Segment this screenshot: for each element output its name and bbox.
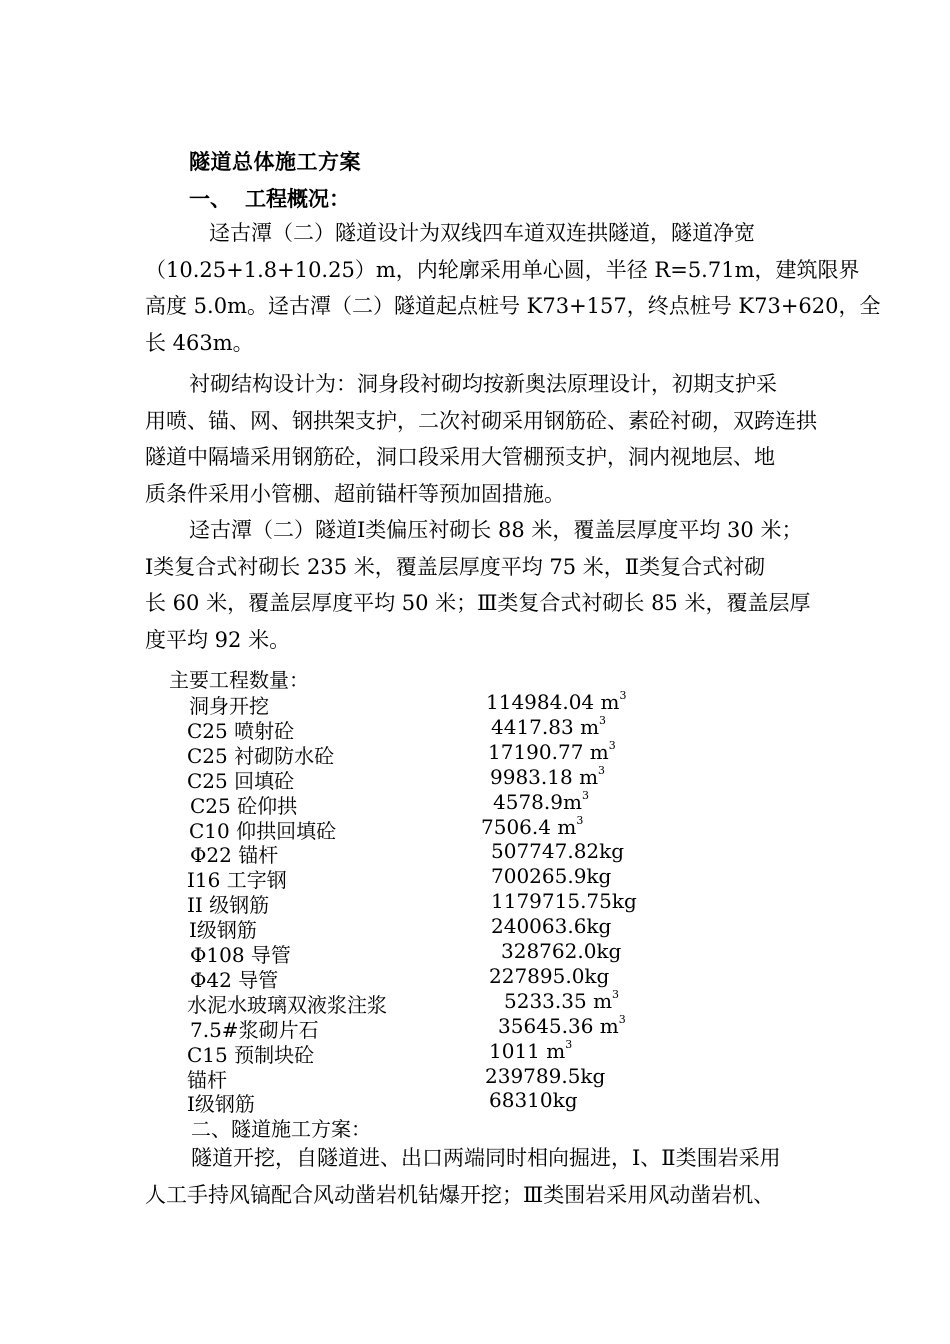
quantity-name: Φ22 锚杆 [190, 843, 279, 868]
section-heading-2: 二、隧道施工方案： [191, 1117, 371, 1141]
quantity-row [0, 987, 950, 1017]
paragraph-line: 用喷、锚、网、钢拱架支护，二次衬砌采用钢筋砼、素砼衬砌，双跨连拱 [145, 408, 817, 433]
quantity-value [504, 989, 619, 1013]
quantity-value-text: 68310kg [489, 1088, 578, 1113]
quantity-value [491, 889, 637, 913]
quantity-name: Ⅰ级钢筋 [187, 1092, 255, 1117]
section-number: 一、 [189, 186, 231, 211]
quantity-value [491, 839, 624, 863]
quantity-value [489, 1088, 578, 1112]
paragraph-line: 隧道开挖，自隧道进、出口两端同时相向掘进，Ⅰ、Ⅱ类围岩采用 [191, 1146, 781, 1170]
quantity-value [489, 1039, 572, 1063]
quantity-row [0, 963, 950, 992]
paragraph-line: 人工手持风镐配合风动凿岩机钻爆开挖；Ⅲ类围岩采用风动凿岩机、 [145, 1182, 775, 1207]
paragraph-overview [145, 215, 881, 361]
quantity-name: C15 预制块砼 [187, 1042, 315, 1067]
quantity-value-text: 1011 m [489, 1038, 566, 1063]
paragraph-line: 长 463m。 [145, 330, 254, 355]
paragraph-line: 度平均 92 米。 [145, 627, 291, 652]
paragraph-line: 迳古潭（二）隧道Ⅰ类偏压衬砌长 88 米，覆盖层厚度平均 30 米； [189, 518, 803, 542]
quantity-value-text: 5233.35 m [504, 988, 613, 1013]
unit-superscript: 3 [581, 788, 589, 802]
paragraph-line: 迳古潭（二）隧道设计为双线四车道双连拱隧道，隧道净宽 [209, 221, 755, 245]
quantity-value [485, 1064, 605, 1088]
paragraph-lining [145, 366, 817, 512]
paragraph-lengths [145, 512, 813, 658]
quantity-value-text: 507747.82kg [491, 839, 625, 864]
quantity-row [0, 889, 950, 918]
quantity-value-text: 328762.0kg [501, 939, 622, 963]
quantity-name: C25 砼仰拱 [190, 793, 298, 818]
quantity-value-text: 9983.18 m [490, 764, 599, 789]
unit-superscript: 3 [576, 813, 584, 827]
quantity-row [0, 1037, 950, 1067]
quantity-value [498, 1014, 626, 1038]
quantity-value-text: 240063.6kg [491, 914, 612, 939]
quantity-value-text: 17190.77 m [488, 739, 609, 764]
quantity-row [0, 738, 950, 768]
unit-superscript: 3 [619, 689, 627, 702]
quantity-name: 洞身开挖 [189, 694, 269, 718]
paragraph-line: Ⅰ类复合式衬砌长 235 米，覆盖层厚度平均 75 米，Ⅱ类复合式衬砌 [145, 554, 766, 579]
quantity-value-text: 700265.9kg [491, 864, 612, 889]
quantity-value [493, 790, 589, 814]
quantity-value [481, 815, 583, 839]
quantity-value [488, 740, 616, 764]
paragraph-line: 衬砌结构设计为：洞身段衬砌均按新奥法原理设计，初期支护采 [189, 372, 777, 396]
quantity-value [489, 964, 609, 988]
paragraph-line: 长 60 米，覆盖层厚度平均 50 米；Ⅲ类复合式衬砌长 85 米，覆盖层厚 [145, 591, 811, 615]
paragraph-line: 高度 5.0m。迳古潭（二）隧道起点桩号 K73+157，终点桩号 K73+620，全 [145, 294, 881, 318]
quantity-row [0, 763, 950, 793]
quantity-value-text: 7506.4 m [481, 814, 577, 839]
unit-superscript: 3 [608, 738, 616, 752]
document-title: 隧道总体施工方案 [189, 149, 361, 174]
quantity-row [0, 839, 950, 868]
quantity-value-text: 239789.5kg [485, 1063, 606, 1088]
quantity-name: 7.5#浆砌片石 [190, 1017, 319, 1042]
quantity-row [0, 914, 950, 943]
quantity-row [0, 864, 950, 893]
quantity-row [0, 939, 950, 967]
quantity-name: Ⅰ级钢筋 [189, 918, 257, 943]
quantity-value [491, 914, 611, 938]
quantity-value-text: 1179715.75kg [491, 889, 637, 914]
paragraph-line: 质条件采用小管棚、超前锚杆等预加固措施。 [145, 481, 565, 506]
quantity-name: C25 衬砌防水砼 [187, 743, 335, 768]
quantity-value [501, 939, 621, 963]
paragraph-excavation [145, 1140, 813, 1213]
quantity-value-text: 4578.9m [493, 789, 582, 814]
unit-superscript: 3 [612, 987, 620, 1001]
quantity-row [0, 813, 950, 843]
quantity-value-text: 114984.04 m [486, 690, 620, 714]
quantity-value-text: 4417.83 m [491, 714, 600, 739]
quantity-row [0, 689, 950, 718]
unit-superscript: 3 [565, 1037, 573, 1051]
quantity-name: II 级钢筋 [187, 893, 270, 918]
section-label: 工程概况： [245, 186, 350, 211]
quantities-heading: 主要工程数量： [169, 668, 309, 692]
quantity-name: 锚杆 [187, 1067, 227, 1092]
quantity-name: Φ108 导管 [190, 943, 291, 967]
quantity-name: C10 仰拱回填砼 [189, 818, 337, 843]
quantity-name: Φ42 导管 [190, 967, 279, 992]
quantity-row [0, 1012, 950, 1042]
quantity-name: 水泥水玻璃双液浆注浆 [187, 992, 387, 1017]
quantity-name: C25 回填砼 [187, 768, 295, 793]
paragraph-line: （10.25+1.8+10.25）m，内轮廓采用单心圆，半径 R=5.71m，建筑限界 [145, 257, 860, 282]
quantity-row [0, 1063, 950, 1092]
quantity-row [0, 713, 950, 743]
quantity-row [0, 788, 950, 818]
quantity-value [491, 715, 606, 739]
quantity-value-text: 227895.0kg [489, 963, 610, 988]
paragraph-line: 隧道中隔墙采用钢筋砼，洞口段采用大管棚预支护，洞内视地层、地 [145, 445, 775, 469]
quantity-name: I16 工字钢 [187, 868, 287, 893]
quantity-name: C25 喷射砼 [187, 718, 295, 743]
unit-superscript: 3 [599, 713, 607, 727]
unit-superscript: 3 [598, 763, 606, 777]
section-heading-1 [189, 183, 350, 213]
quantity-value [491, 864, 611, 888]
quantity-row [0, 1088, 950, 1117]
quantity-value-text: 35645.36 m [498, 1013, 619, 1038]
quantity-value [490, 765, 605, 789]
unit-superscript: 3 [618, 1012, 626, 1026]
quantity-value [486, 690, 626, 714]
